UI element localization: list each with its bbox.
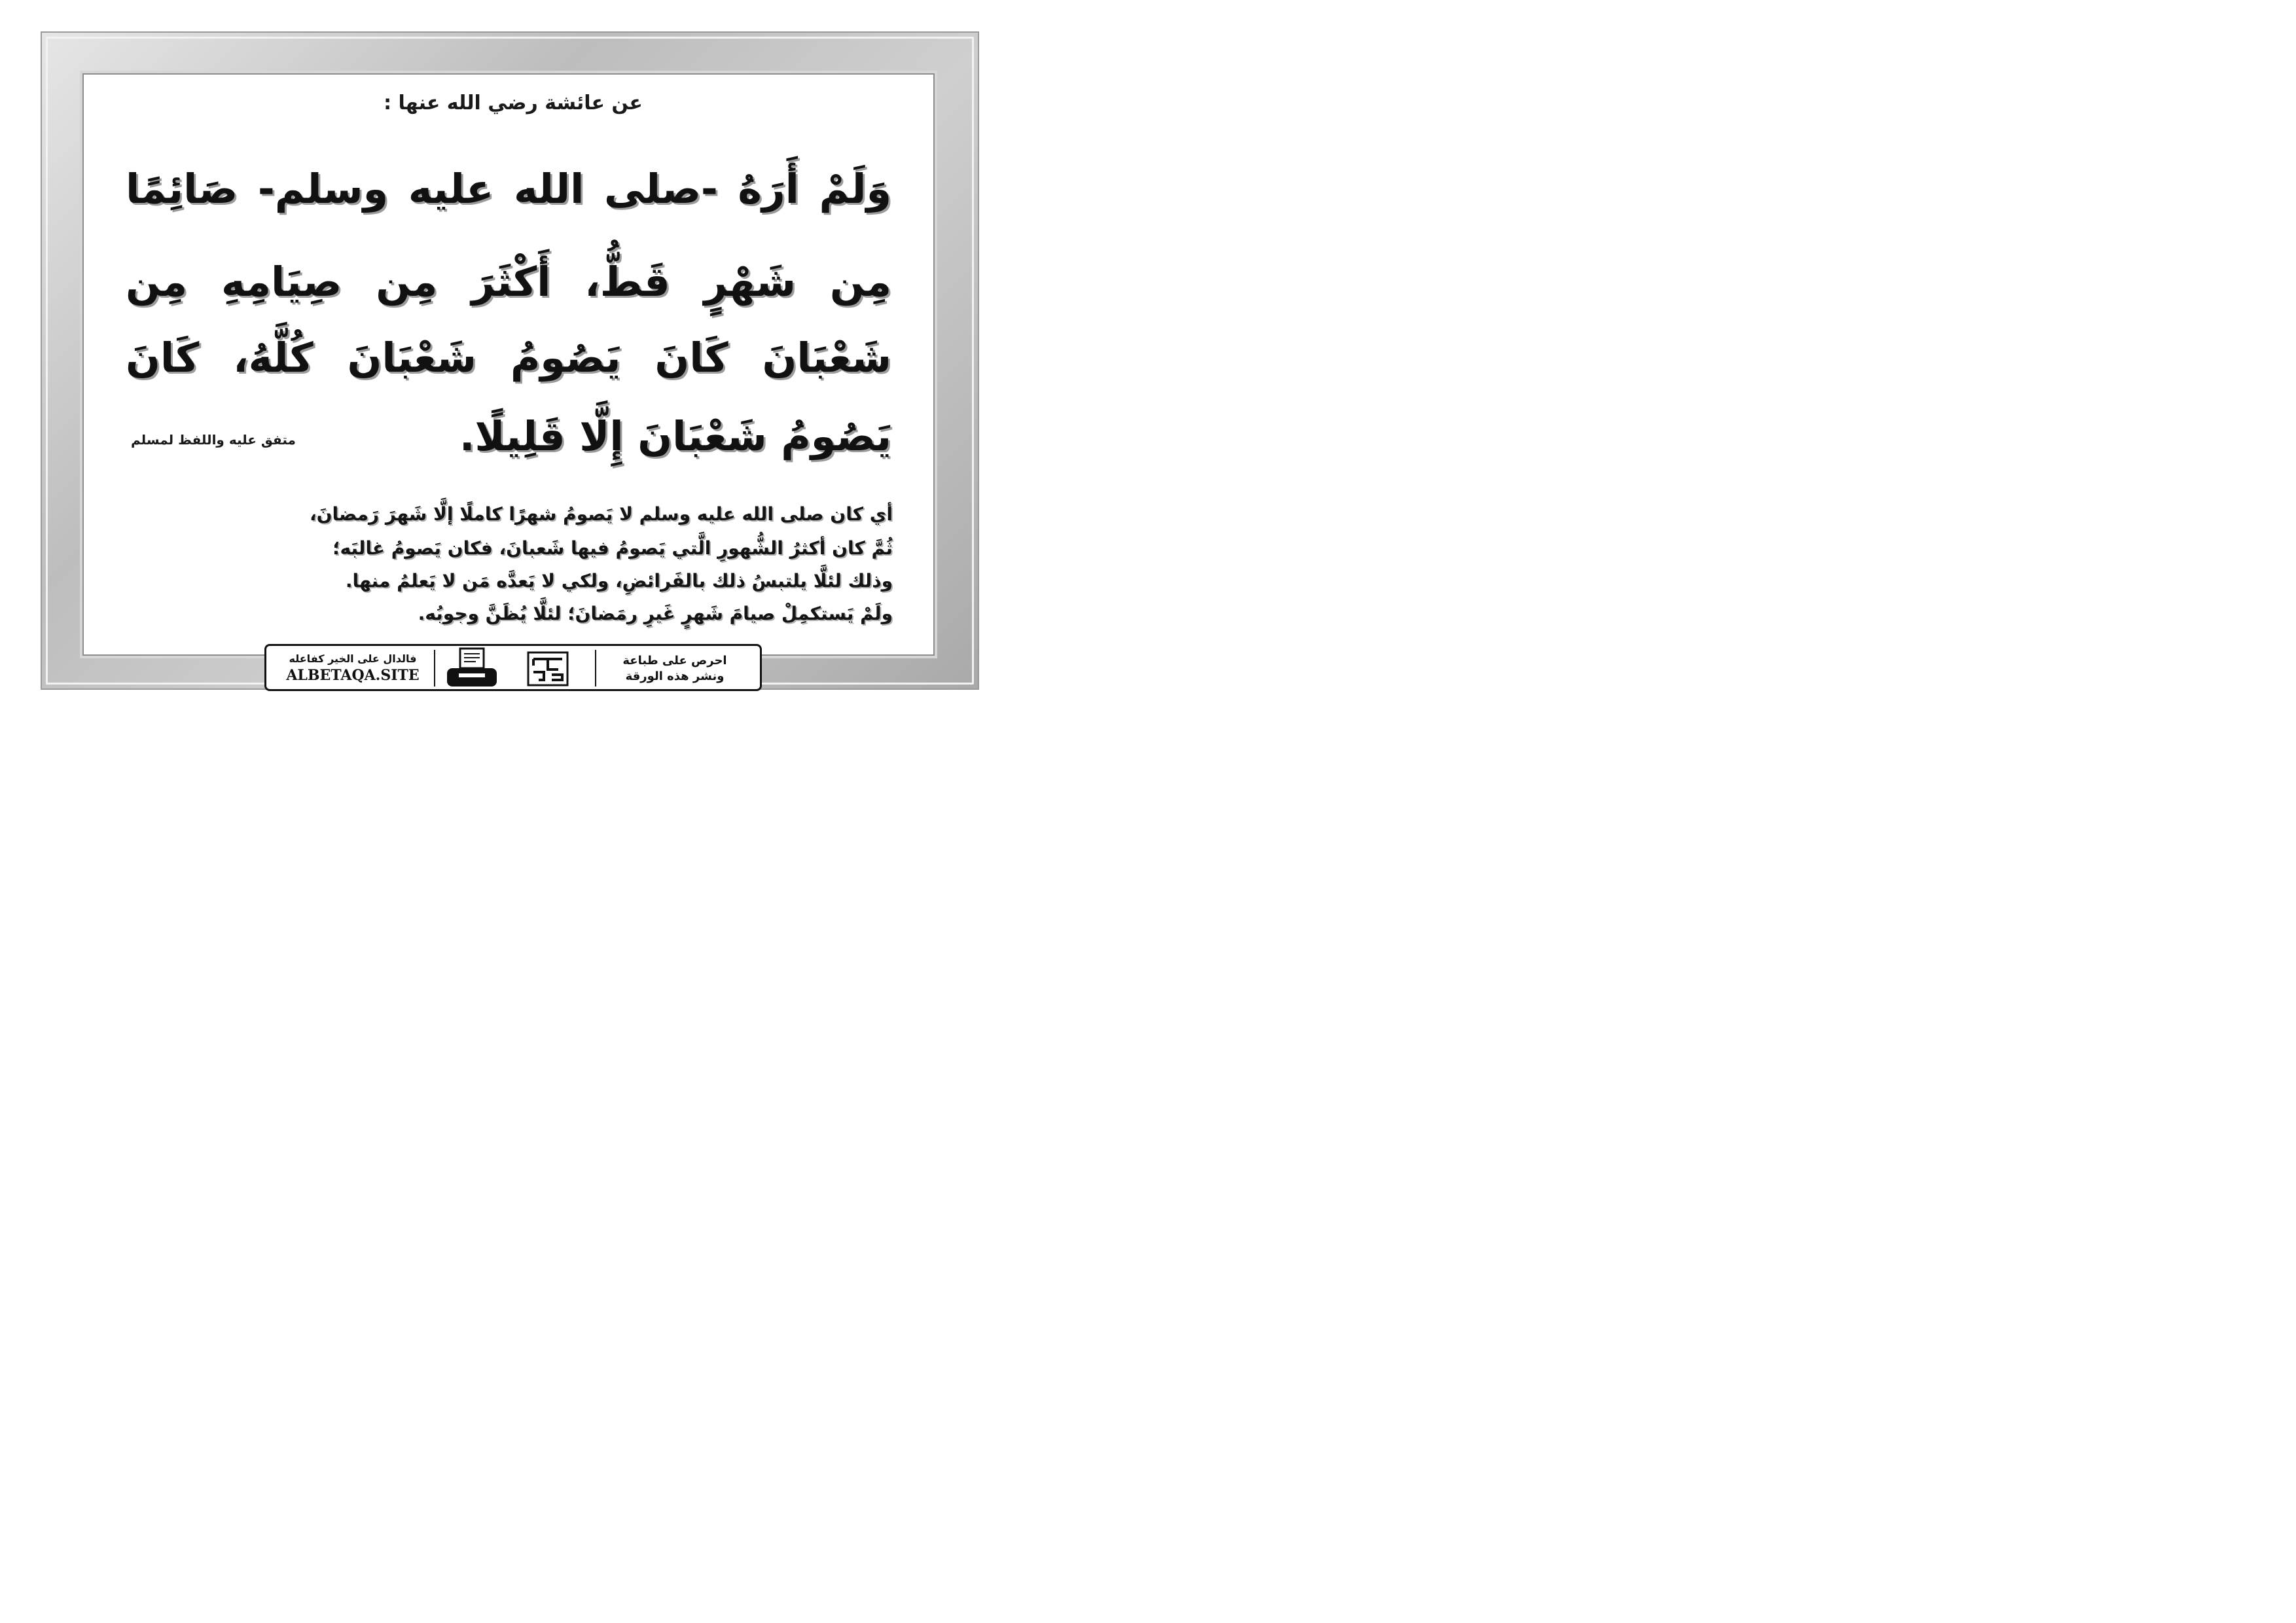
hadith-line-2: مِن شَهْرٍ قَطُّ، أَكْثَرَ مِن صِيَامِهِ مِن	[126, 258, 891, 306]
hadith-source: متفق عليه واللفظ لمسلم	[131, 432, 296, 448]
logo-mark-icon	[526, 650, 570, 688]
explanation-line-1: أي كان صلى الله عليه وسلم لا يَصومُ شهرًا كاملًا إلَّا شَهرَ رَمضانَ،	[310, 503, 893, 525]
footer-share-line-1: احرص على طباعة	[622, 654, 727, 668]
printer-icon	[444, 647, 499, 689]
hadith-line-4: يَصُومُ شَعْبَانَ إِلَّا قَلِيلًا.	[459, 412, 891, 460]
explanation-line-2: ثُمَّ كان أكثرُ الشُّهورِ الَّتي يَصومُ فيها شَعبانَ، فكان يَصومُ غالبَه؛	[332, 537, 893, 559]
explanation-line-4: ولَمْ يَستكمِلْ صيامَ شَهرٍ غَيرِ رمَضانَ؛ لئلَّا يُظَنَّ وجوبُه.	[418, 603, 893, 624]
explanation-line-3: وذلك لئلَّا يلتبسُ ذلك بالفَرائضِ، ولكي لا يَعدَّه مَن لا يَعلمُ منها.	[345, 570, 893, 592]
dawa-logo	[526, 650, 570, 688]
intro-heading: عن عائشة رضي الله عنها :	[384, 92, 643, 115]
footer-share-line-2: ونشر هذه الورقة	[625, 669, 725, 683]
site-link[interactable]: ALBETAQA.SITE	[286, 667, 420, 684]
footer-share-note	[595, 650, 753, 687]
hadith-line-3: شَعْبَانَ كَانَ يَصُومُ شَعْبَانَ كُلَّهُ، كَانَ	[126, 334, 891, 382]
hadith-line-1: وَلَمْ أَرَهُ -صلى الله عليه وسلم- صَائِمًا	[126, 165, 891, 213]
footer-banner	[264, 644, 762, 691]
footer-site-box	[272, 650, 435, 687]
footer-proverb: فالدال على الخير كفاعله	[289, 652, 417, 665]
